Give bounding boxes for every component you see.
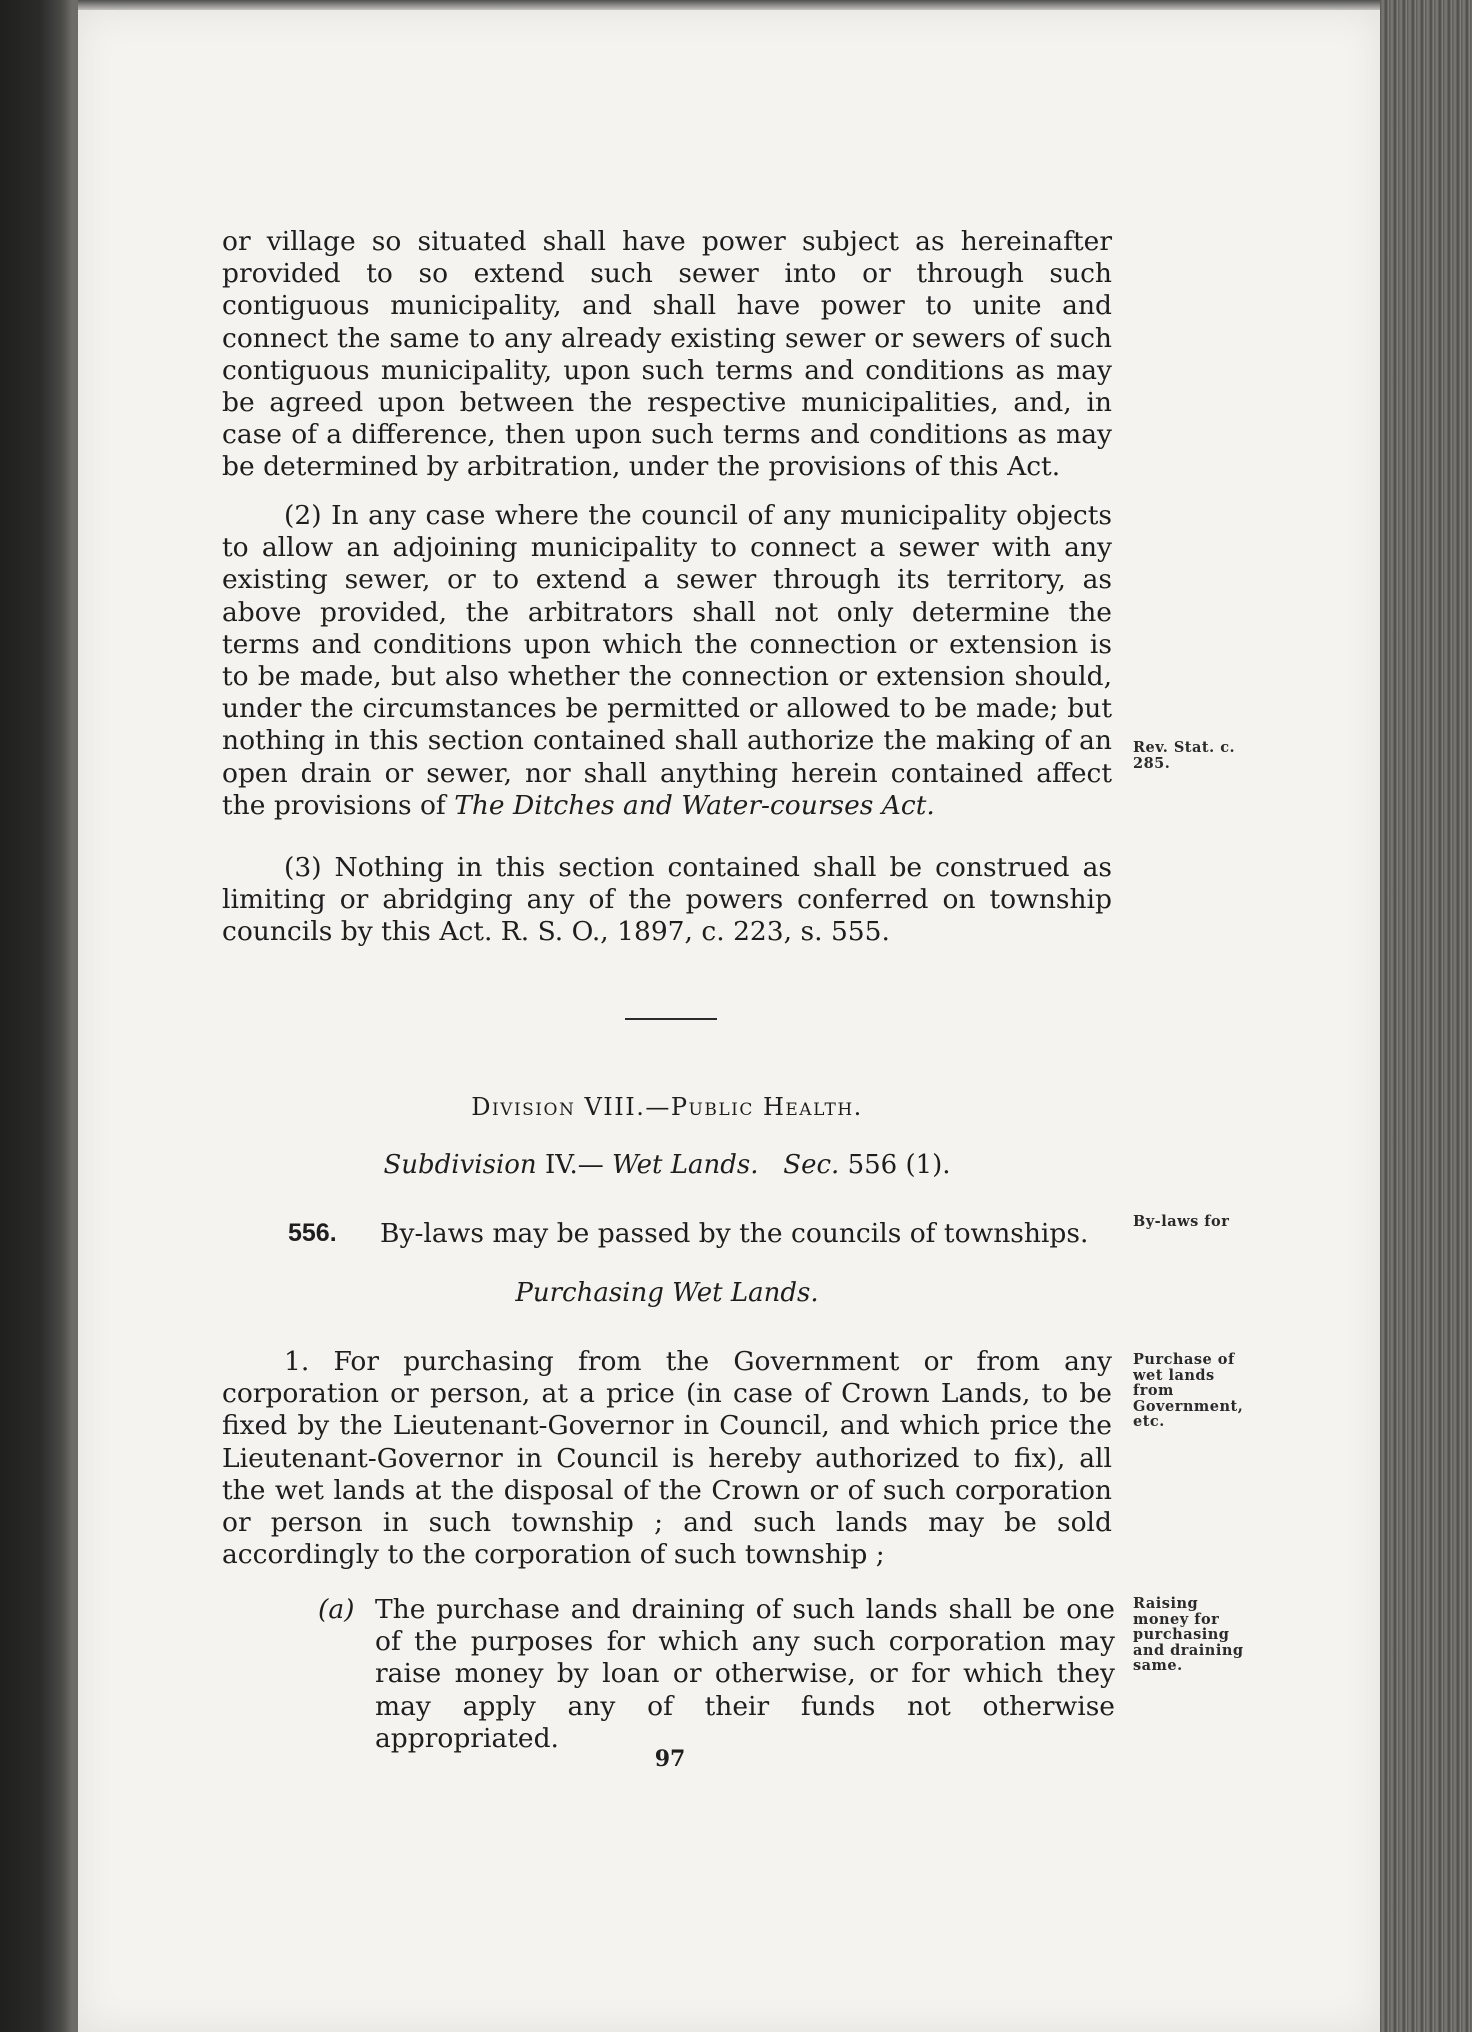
section-text: By-laws may be passed by the councils of townships. — [380, 1218, 1089, 1249]
subdivision-sec-label: Sec. — [783, 1150, 840, 1180]
clause-a-label — [318, 1594, 354, 1626]
paragraph-1: 1. For purchasing from the Government or from any corporation or person, at a price (in case of Crown Lands, to be fixed by the Lieutenant-Governor in Council, and which price the Lieutenant-Governor in Council is hereby authorized to fix), all the wet lands at the disposal of the Crown or of such corporation or person in such township ; and such lands may be sold accordingly to the corporation of such township ; — [222, 1346, 1112, 1571]
division-heading: Division VIII.—Public Health. — [471, 1093, 863, 1121]
subdivision-sec-number: 556 (1). — [847, 1150, 951, 1180]
page-number: 97 — [654, 1746, 686, 1772]
purchasing-heading: Purchasing Wet Lands. — [515, 1278, 819, 1308]
subsection-2 — [222, 500, 1112, 822]
margin-note-rev-stat: Rev. Stat. c. 285. — [1133, 739, 1236, 772]
margin-note-raising-money: Raising money for purchasing and draining same. — [1133, 1595, 1244, 1674]
paragraph-continuation: or village so situated shall have power subject as hereinafter provided to so extend such sewer into or through such contiguous municipality, and shall have power to unite and connect the same to any already existing sewer or sewers of such contiguous municipality, upon such terms and conditions as may be agreed upon between the respective municipalities, and, in case of a difference, then upon such terms and conditions as may be determined by arbitration, under the provisions of this Act. — [222, 226, 1112, 483]
subdivision-number: IV.— — [544, 1150, 604, 1180]
ditches-act-title: The Ditches and Water-courses Act. — [454, 789, 935, 821]
margin-note-bylaws: By-laws for — [1133, 1213, 1230, 1230]
subdivision-title: Wet Lands. — [612, 1150, 759, 1180]
subdivision-label: Subdivision — [383, 1150, 537, 1180]
clause-a-label-text: (a) — [318, 1594, 355, 1625]
margin-note-purchase: Purchase of wet lands from Government, etc. — [1133, 1351, 1244, 1430]
subsection-3: (3) Nothing in this section contained shall be construed as limiting or abridging any of the powers conferred on township councils by this Act. R. S. O., 1897, c. 223, s. 555. — [222, 852, 1112, 948]
subdivision-heading — [222, 1150, 1112, 1180]
section-divider-rule — [625, 1018, 717, 1020]
book-page-edges — [1380, 0, 1472, 2032]
clause-a-text: The purchase and draining of such lands shall be one of the purposes for which any such corporation may raise money by loan or otherwise, or for which they may apply any of their funds not otherwise appropriated. — [375, 1594, 1115, 1754]
subsection-2-text: (2) In any case where the council of any municipality objects to allow an adjoining municipality to connect a sewer with any existing sewer, or to extend a sewer through its territory, as above provided, the arbitrators shall not only determine the terms and conditions upon which the connection or extension is to be made, but also whether the connection or extension should, under the circumstances be permitted or allowed to be made; but nothing in this section contained shall authorize the making of an open drain or sewer, nor shall anything herein contained affect the provisions of — [222, 500, 1112, 821]
section-number: 556. — [288, 1219, 337, 1247]
